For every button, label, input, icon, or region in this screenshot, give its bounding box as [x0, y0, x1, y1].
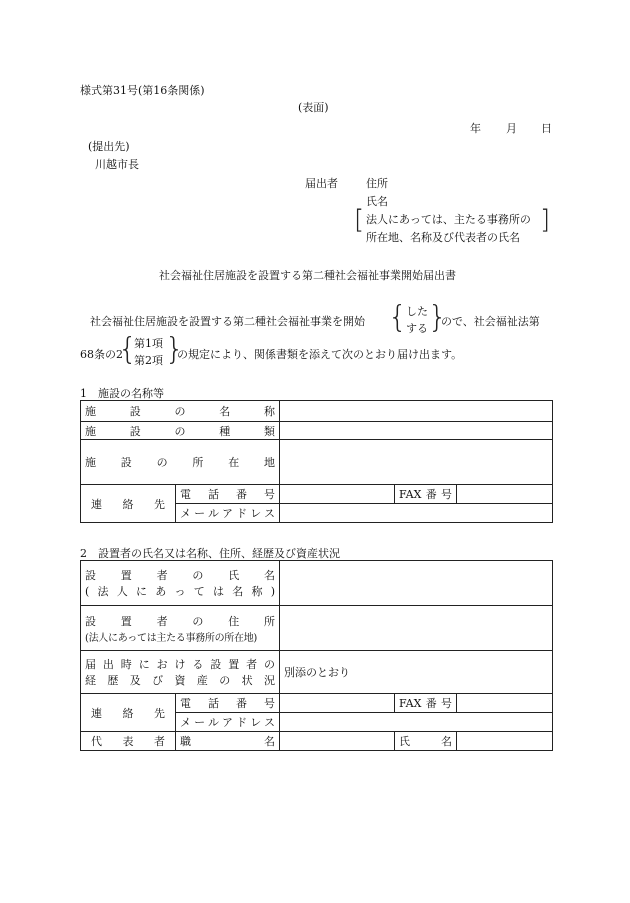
facility-phone-label: 電 話 番 号	[176, 485, 280, 504]
history-field[interactable]: 別添のとおり	[280, 651, 553, 694]
person-name-label: 氏 名	[395, 732, 457, 751]
founder-contact-label: 連 絡 先	[81, 694, 176, 732]
date-month: 月	[506, 122, 517, 135]
choice1-close-brace: }	[428, 300, 448, 335]
facility-contact-label: 連 絡 先	[81, 485, 176, 523]
document-title: 社会福祉住居施設を設置する第二種社会福祉事業開始届出書	[159, 269, 456, 282]
representative-label: 代 表 者	[81, 732, 176, 751]
choice1-option-b: する	[406, 322, 428, 335]
body-line2-suffix: の規定により、関係書類を添えて次のとおり届け出ます。	[177, 348, 463, 361]
facility-location-field[interactable]	[280, 440, 553, 485]
corp-note-close-bracket: ]	[540, 205, 551, 235]
facility-type-label: 施 設 の 種 類	[81, 422, 280, 440]
facility-fax-field[interactable]	[457, 485, 553, 504]
choice1-option-a: した	[406, 305, 428, 318]
name-label: 氏名	[366, 195, 388, 208]
facility-name-label: 施 設 の 名 称	[81, 401, 280, 422]
position-field[interactable]	[280, 732, 395, 751]
facility-phone-field[interactable]	[280, 485, 395, 504]
facility-table	[80, 400, 553, 523]
person-name-field[interactable]	[457, 732, 553, 751]
choice1-open-brace: {	[388, 300, 408, 335]
address-label: 住所	[366, 177, 388, 190]
facility-location-label: 施 設 の 所 在 地	[81, 440, 280, 485]
founder-phone-field[interactable]	[280, 694, 395, 713]
facility-email-label: メールアドレス	[176, 504, 280, 523]
corp-note-open-bracket: [	[354, 205, 365, 235]
founder-email-label: メールアドレス	[176, 713, 280, 732]
founder-address-field[interactable]	[280, 606, 553, 651]
form-number: 様式第31号(第16条関係)	[80, 84, 205, 97]
founder-email-field[interactable]	[280, 713, 553, 732]
side-label: (表面)	[298, 101, 329, 114]
founder-phone-label: 電 話 番 号	[176, 694, 280, 713]
submit-to-label: (提出先)	[88, 140, 130, 153]
body-line1-suffix: ので、社会福祉法第	[441, 315, 540, 328]
corp-note-line1: 法人にあっては、主たる事務所の	[366, 213, 531, 226]
founder-table	[80, 560, 553, 751]
facility-type-field[interactable]	[280, 422, 553, 440]
history-label: 届出時における設置者の 経歴及び資産の状況	[81, 651, 280, 694]
facility-email-field[interactable]	[280, 504, 553, 523]
choice2-open-brace: {	[118, 332, 138, 367]
facility-fax-label: FAX番号	[395, 485, 457, 504]
founder-name-label: 設 置 者 の 氏 名 (法人にあっては名称)	[81, 561, 280, 606]
section2-heading: 2 設置者の氏名又は名称、住所、経歴及び資産状況	[80, 547, 340, 560]
founder-name-field[interactable]	[280, 561, 553, 606]
position-label: 職 名	[176, 732, 280, 751]
facility-name-field[interactable]	[280, 401, 553, 422]
founder-fax-field[interactable]	[457, 694, 553, 713]
founder-fax-label: FAX番号	[395, 694, 457, 713]
founder-address-label: 設 置 者 の 住 所 (法人にあっては主たる事務所の所在地)	[81, 606, 280, 651]
choice2-close-brace: }	[165, 332, 185, 367]
date-year: 年	[470, 122, 481, 135]
applicant-label: 届出者	[305, 177, 338, 190]
date-day: 日	[541, 122, 552, 135]
section1-heading: 1 施設の名称等	[80, 387, 164, 400]
choice2-option-b: 第2項	[134, 354, 163, 367]
body-line1-prefix: 社会福祉住居施設を設置する第二種社会福祉事業を開始	[90, 315, 365, 328]
corp-note-line2: 所在地、名称及び代表者の氏名	[366, 231, 520, 244]
submit-to: 川越市長	[95, 158, 139, 171]
body-line2-prefix: 68条の2	[80, 348, 123, 361]
choice2-option-a: 第1項	[134, 337, 163, 350]
